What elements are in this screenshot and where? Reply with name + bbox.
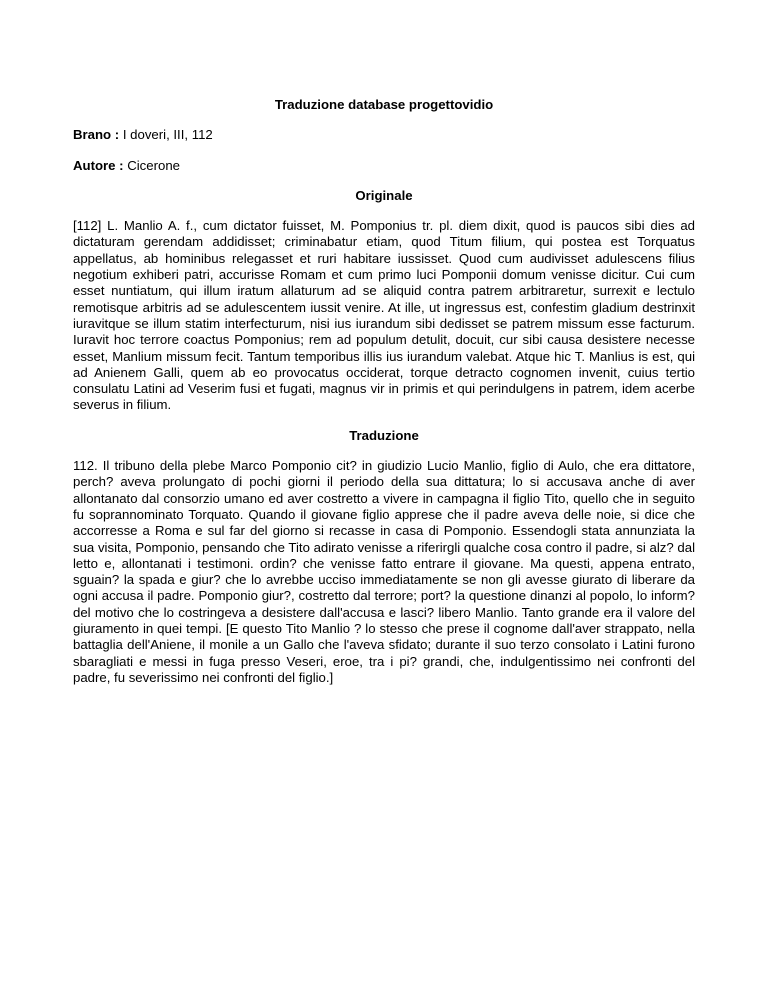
brano-value: I doveri, III, 112: [119, 127, 213, 143]
autore-line: [73, 158, 695, 174]
brano-label: Brano :: [73, 127, 120, 143]
original-text: [112] L. Manlio A. f., cum dictator fuisset, M. Pomponius tr. pl. diem dixit, quod is paucos sibi dies ad dictaturam gerendam addidisset; criminabatur etiam, quod Titum filium, qui postea est Torquatus appellatus, ab hominibus relegasset et ruri habitare iussisset. Quod cum audivisset adulescens filius negotium exhiberi patri, accurisse Romam et cum primo luci Pomponii domum venisse dicitur. Cui cum esset nuntiatum, qui illum iratum allaturum ad se aliquid contra patrem arbitraretur, surrexit e lectulo remotisque arbitris ad se adulescentem iussit venire. At ille, ut ingressus est, confestim gladium destrinxit iuravitque se illum statim interfecturum, nisi ius iurandum sibi dedisset se patrem missum esse facturum. Iuravit hoc terrore coactus Pomponius; rem ad populum detulit, docuit, cur sibi causa desistere necesse esset, Manlium missum fecit. Tantum temporibus illis ius iurandum valebat. Atque hic T. Manlius is est, qui ad Anienem Galli, quem ab eo provocatus occiderat, torque detracto cognomen invenit, cuius tertio consulatu Latini ad Veserim fusi et fugati, magnus vir in primis et qui perindulgens in patrem, idem acerbe severus in filium.: [73, 218, 695, 413]
document-title: Traduzione database progettovidio: [274, 97, 494, 112]
translation-text: 112. Il tribuno della plebe Marco Pomponio cit? in giudizio Lucio Manlio, figlio di Aulo, che era dittatore, perch? aveva prolungato di pochi giorni il periodo della sua dittatura; lo si accusava anche di aver allontanato dal consorzio umano ed aver costretto a vivere in campagna il figlio Tito, quello che in seguito fu soprannominato Torquato. Quando il giovane figlio apprese che il padre aveva delle noie, si dice che accorresse a Roma e sul far del giorno si recasse in casa di Pomponio. Essendogli stata annunziata la sua visita, Pomponio, pensando che Tito adirato venisse a riferirgli qualche cosa contro il padre, si alz? dal letto e, allontanati i testimoni. ordin? che venisse fatto entrare il giovane. Ma questi, appena entrato, sguain? la spada e giur? che lo avrebbe ucciso immediatamente se non gli avesse giurato di liberare da ogni accusa il padre. Pomponio giur?, costretto dal terrore; port? la questione dinanzi al popolo, lo inform? del motivo che lo costringeva a desistere dall'accusa e lasci? libero Manlio. Tanto grande era il valore del giuramento in quei tempi. [E questo Tito Manlio ? lo stesso che prese il cognome dall'aver strappato, nella battaglia dell'Aniene, il monile a un Gallo che l'aveva sfidato; durante il suo terzo consolato i Latini furono sbaragliati e messi in fuga presso Veseri, eroe, tra i pi? grandi, che, indulgentissimo nei confronti del padre, fu severissimo nei confronti del figlio.]: [73, 458, 695, 685]
autore-label: Autore :: [73, 157, 124, 173]
translation-heading: Traduzione: [349, 427, 419, 443]
autore-value: Cicerone: [123, 157, 181, 173]
brano-line: [73, 127, 695, 143]
original-heading: Originale: [355, 187, 413, 203]
